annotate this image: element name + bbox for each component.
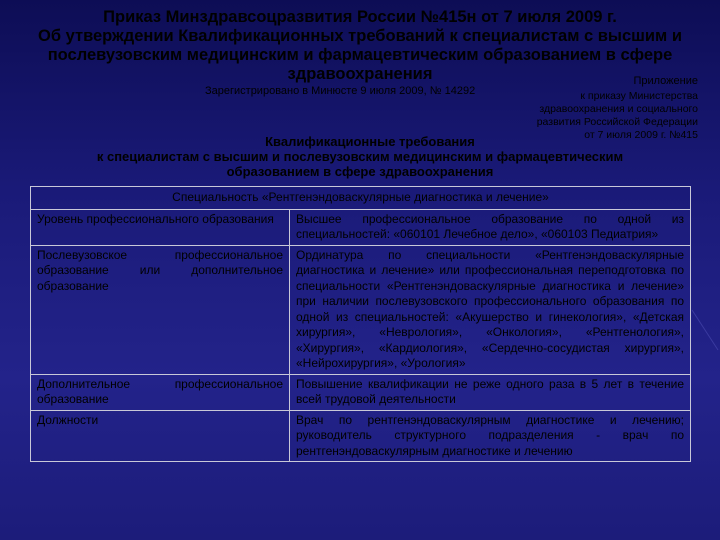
appendix-head: Приложение (633, 75, 698, 87)
row-value: Врач по рентгенэндоваскулярным диагностике и лечению; руководитель структурного подразделения - врач по рентгенэндоваскулярным диагностике и лечению (290, 410, 691, 462)
subtitle-line: образованием в сфере здравоохранения (226, 164, 494, 179)
specialty-cell: Специальность «Рентгенэндоваскулярные диагностика и лечение» (31, 187, 691, 210)
appendix-note (523, 75, 698, 142)
title-line: Об утверждении Квалификационных требований к специалистам с высшим и (38, 27, 682, 45)
table-row (31, 410, 691, 462)
row-value: Ординатура по специальности «Рентгенэндоваскулярные диагностика и лечение» или профессиональная переподготовка по специальности «Рентгенэндоваскулярные диагностика и лечение» при наличии послевузовского профессионального образования по одной из специальностей: «Акушерство и гинекология», «Детская хирургия», «Неврология», «Онкология», «Рентгенология», «Хирургия», «Кардиология», «Сердечно-сосудистая хирургия», «Нейрохирургия», «Урология» (290, 245, 691, 374)
row-value: Высшее профессиональное образование по одной из специальностей: «060101 Лечебное дело», «060103 Педиатрия» (290, 209, 691, 245)
document-title (30, 8, 690, 84)
title-line: послевузовским медицинским и фармацевтическим образованием в сфере (47, 46, 673, 64)
table-row (31, 187, 691, 210)
title-line: здравоохранения (287, 65, 433, 83)
appendix-line: к приказу Министерства (580, 90, 698, 102)
row-label: Послевузовское профессиональное образование или дополнительное образование (31, 245, 290, 374)
decorative-line (690, 300, 720, 360)
row-value: Повышение квалификации не реже одного раза в 5 лет в течение всей трудовой деятельности (290, 374, 691, 410)
subtitle-line: Квалификационные требования (265, 134, 475, 149)
table-row (31, 245, 691, 374)
registration-note: Зарегистрировано в Минюсте 9 июля 2009, № 14292 (205, 85, 476, 97)
row-label: Должности (31, 410, 290, 462)
requirements-heading (60, 134, 660, 179)
row-label: Дополнительное профессиональное образование (31, 374, 290, 410)
subtitle-line: к специалистам с высшим и послевузовским медицинским и фармацевтическим (96, 149, 624, 164)
row-label: Уровень профессионального образования (31, 209, 290, 245)
table-row (31, 374, 691, 410)
appendix-line: здравоохранения и социального (539, 103, 698, 115)
title-line: Приказ Минздравсоцразвития России №415н от 7 июля 2009 г. (103, 8, 617, 26)
requirements-table (30, 186, 691, 462)
table-row (31, 209, 691, 245)
appendix-line: от 7 июля 2009 г. №415 (584, 129, 698, 141)
appendix-line: развития Российской Федерации (536, 116, 698, 128)
